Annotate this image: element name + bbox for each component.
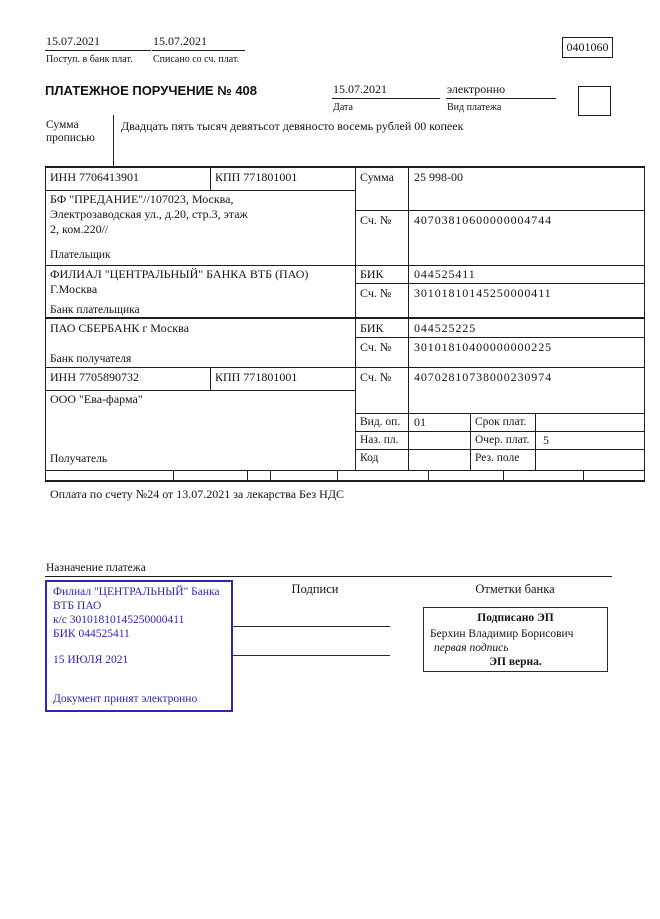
received-date-underline xyxy=(45,50,151,51)
line-above-op-block xyxy=(355,413,644,414)
document-date-label: Дата xyxy=(333,102,353,113)
bank-marks-heading: Отметки банка xyxy=(475,582,555,596)
payer-inn: ИНН 7706413901 xyxy=(50,170,139,184)
document-date-value: 15.07.2021 xyxy=(333,82,387,96)
amount-value: 25 998-00 xyxy=(414,170,463,184)
thin-row-divider-5 xyxy=(428,470,429,481)
amount-label: Сумма xyxy=(360,170,394,184)
payer-name-line3: 2, ком.220// xyxy=(50,222,109,236)
purpose-section-label: Назначение платежа xyxy=(46,562,146,574)
amount-words-divider xyxy=(113,115,114,167)
payer-bank-section-label: Банк плательщика xyxy=(50,304,140,316)
payee-bank-account-label: Сч. № xyxy=(360,340,392,354)
line-under-payee-bank xyxy=(45,367,644,368)
payee-account-value: 40702810738000230974 xyxy=(414,370,552,384)
line-under-payer-bank xyxy=(45,317,645,319)
op-block-col-divider-1 xyxy=(470,413,471,470)
op-block-row-line-1 xyxy=(355,431,644,432)
priority-label: Очер. плат. xyxy=(475,434,530,446)
payer-bank-bik-label: БИК xyxy=(360,267,384,281)
stamp-date: 15 ИЮЛЯ 2021 xyxy=(53,654,129,666)
payer-bank-account-value: 30101810145250000411 xyxy=(414,286,552,300)
payee-bank-bik-value: 044525225 xyxy=(414,321,477,335)
op-type-label: Вид. оп. xyxy=(360,416,401,428)
code-label: Код xyxy=(360,452,379,464)
op-block-row-line-2 xyxy=(355,449,644,450)
payer-account-value: 40703810600000004744 xyxy=(414,213,552,227)
payment-kind-underline xyxy=(446,98,556,99)
purpose-text: Оплата по счету №24 от 13.07.2021 за лекарства Без НДС xyxy=(50,487,345,501)
stamp-line3: к/с 30101810145250000411 xyxy=(53,614,185,626)
payer-bank-name-line2: Г.Москва xyxy=(50,282,98,296)
payee-kpp: КПП 771801001 xyxy=(215,370,298,384)
payment-kind-value: электронно xyxy=(447,82,506,96)
op-type-value: 01 xyxy=(414,415,426,429)
payer-section-label: Плательщик xyxy=(50,249,111,261)
thin-row-divider-4 xyxy=(337,470,338,481)
payee-bank-bik-label: БИК xyxy=(360,321,384,335)
payer-kpp: КПП 771801001 xyxy=(215,170,298,184)
thin-row-divider-6 xyxy=(503,470,504,481)
esign-title: Подписано ЭП xyxy=(477,612,554,624)
thin-row-divider-1 xyxy=(173,470,174,481)
priority-value: 5 xyxy=(543,433,549,447)
payer-name-line2: Электрозаводская ул., д.20, стр.3, этаж xyxy=(50,207,248,221)
line-under-payer xyxy=(45,265,644,266)
payer-account-label: Сч. № xyxy=(360,213,392,227)
amount-words-label: Сумма прописью xyxy=(46,119,95,144)
payee-account-label: Сч. № xyxy=(360,370,392,384)
stamp-note: Документ принят электронно xyxy=(53,693,198,705)
debited-date-underline xyxy=(152,50,245,51)
esignature-stamp xyxy=(423,607,608,672)
due-date-label: Срок плат. xyxy=(475,416,527,428)
thin-row-divider-2 xyxy=(247,470,248,481)
payer-bank-name-line1: ФИЛИАЛ "ЦЕНТРАЛЬНЫЙ" БАНКА ВТБ (ПАО) xyxy=(50,267,309,281)
payee-bank-name: ПАО СБЕРБАНК г Москва xyxy=(50,321,189,335)
received-date-label: Поступ. в банк плат. xyxy=(46,54,133,65)
esign-name: Берхин Владимир Борисович xyxy=(430,628,574,640)
document-title: ПЛАТЕЖНОЕ ПОРУЧЕНИЕ № 408 xyxy=(45,83,258,98)
form-code-box: 0401060 xyxy=(562,37,613,58)
thin-row-divider-7 xyxy=(583,470,584,481)
stamp-line1: Филиал "ЦЕНТРАЛЬНЫЙ" Банка xyxy=(53,586,220,598)
table-border-left xyxy=(45,166,46,482)
esign-type: первая подпись xyxy=(434,642,509,654)
received-date-value: 15.07.2021 xyxy=(46,34,100,48)
debited-date-value: 15.07.2021 xyxy=(153,34,207,48)
stamp-line4: БИК 044525411 xyxy=(53,628,130,640)
line-under-payee-inn xyxy=(45,390,355,391)
payee-bank-account-value: 30101810400000000225 xyxy=(414,340,552,354)
payer-bank-bik-value: 044525411 xyxy=(414,267,476,281)
payee-bank-section-label: Банк получателя xyxy=(50,353,132,365)
payee-inn: ИНН 7705890732 xyxy=(50,370,139,384)
payment-kind-label: Вид платежа xyxy=(447,102,502,113)
esign-verified: ЭП верна. xyxy=(489,656,542,668)
line-under-amount xyxy=(355,210,644,211)
amount-words-value: Двадцать пять тысяч девятьсот девяносто восемь рублей 00 копеек xyxy=(121,119,464,133)
payer-bank-account-label: Сч. № xyxy=(360,286,392,300)
inn-kpp-divider-payee xyxy=(210,367,211,390)
thin-row-top-line xyxy=(45,470,644,471)
status-checkbox xyxy=(578,86,611,116)
debited-date-label: Списано со сч. плат. xyxy=(153,54,240,65)
payee-section-label: Получатель xyxy=(50,453,108,465)
line-under-payerbank-bik xyxy=(355,283,644,284)
table-border-top xyxy=(45,166,645,168)
thin-row-divider-3 xyxy=(270,470,271,481)
stamp-line2: ВТБ ПАО xyxy=(53,600,102,612)
line-under-payeebank-bik xyxy=(355,337,644,338)
line-under-purpose xyxy=(45,576,612,577)
purpose-code-label: Наз. пл. xyxy=(360,434,399,446)
signature-line-2 xyxy=(231,655,390,656)
document-date-underline xyxy=(332,98,440,99)
table-border-right xyxy=(644,166,645,482)
op-block-col-divider-2 xyxy=(535,413,536,470)
bank-acceptance-stamp xyxy=(45,580,233,712)
signature-line-1 xyxy=(231,626,390,627)
line-under-payer-inn xyxy=(45,190,355,191)
reserve-label: Рез. поле xyxy=(475,452,520,464)
payer-name-line1: БФ "ПРЕДАНИЕ"//107023, Москва, xyxy=(50,192,234,206)
inn-kpp-divider-payer xyxy=(210,166,211,190)
payee-name: ООО "Ева-фарма" xyxy=(50,392,143,406)
table-border-bottom xyxy=(45,480,645,482)
signatures-heading: Подписи xyxy=(291,582,339,596)
